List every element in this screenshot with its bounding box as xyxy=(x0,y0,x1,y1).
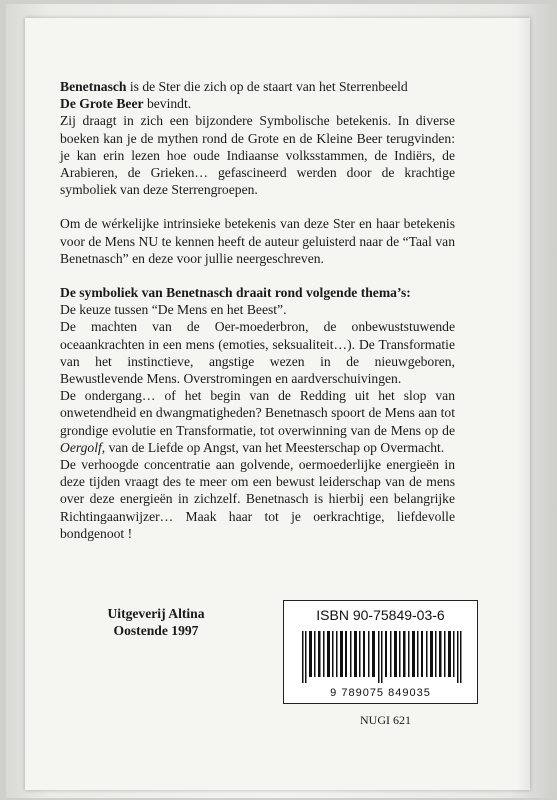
theme-4: De verhoogde concentratie aan golvende, oermoederlijke energieën in deze tijden vraagt des te meer om een bewust leiderschap van de mens over deze energieën in zichzelf. Benetnasch is hierbij een belangrijke Richtingaanwijzer… Maak haar tot je oerkrachtige, liefdevolle bondgenoot ! xyxy=(60,457,455,541)
theme-1: De keuze tussen “De Mens en het Beest”. xyxy=(60,302,287,318)
back-cover-text xyxy=(60,78,455,542)
isbn-label: ISBN 90-75849-03-6 xyxy=(316,607,445,623)
intro-text-2: bevindt. xyxy=(143,96,192,112)
oergolf-italic: Oergolf, xyxy=(60,439,106,455)
constellation-name: De Grote Beer xyxy=(60,96,144,112)
isbn-box xyxy=(283,600,478,704)
symbolism-paragraph: Zij draagt in zich een bijzondere Symbolische betekenis. In diverse boeken kan je de mythen rond de Grote en de Kleine Beer terugvinden: je kan erin lezen hoe oude Indiaanse volksstammen, de Indiërs, de Arabieren, de Grieken… gefascineerd werden door de krachtige symboliek van deze Sterrengroepen. xyxy=(60,113,455,198)
nugi-code: NUGI 621 xyxy=(360,713,411,727)
barcode-number: 9 789075 849035 xyxy=(330,687,431,699)
publisher-info xyxy=(86,605,226,639)
star-name: Benetnasch xyxy=(60,79,127,94)
publisher-place-year: Oostende 1997 xyxy=(113,623,199,638)
meaning-paragraph: Om de wérkelijke intrinsieke betekenis van deze Ster en haar betekenis voor de Mens NU te kennen heeft de auteur geluisterd naar de “Taal van Benetnasch” en deze voor jullie neergeschreven. xyxy=(60,216,455,266)
intro-text-1: is de Ster die zich op de staart van het Sterrenbeeld xyxy=(126,79,408,94)
barcode-icon xyxy=(300,631,465,683)
publisher-name: Uitgeverij Altina xyxy=(107,606,205,621)
theme-3: De ondergang… of het begin van de Redding uit het slop van onwetendheid en dwangmatigheden? Benetnasch spoort de Mens aan tot grondige evolutie en Transformatie, tot overwinning van de Mens op de Oergolf, van de Liefde op Angst, van het Meesterschap op Overmacht. xyxy=(60,388,455,455)
theme-2: De machten van de Oer-moederbron, de onbewuststuwende oceaankrachten in een mens (emoties, seksualiteit…). De Transformatie van het instinctieve, angstige wezen in de nieuwgeboren, Bewustlevende Mens. Overstromingen en aardverschuivingen. xyxy=(60,319,455,387)
themes-heading: De symboliek van Benetnasch draait rond volgende thema’s: xyxy=(60,285,411,301)
spine-shade xyxy=(516,18,530,790)
intro-paragraph xyxy=(60,78,455,112)
